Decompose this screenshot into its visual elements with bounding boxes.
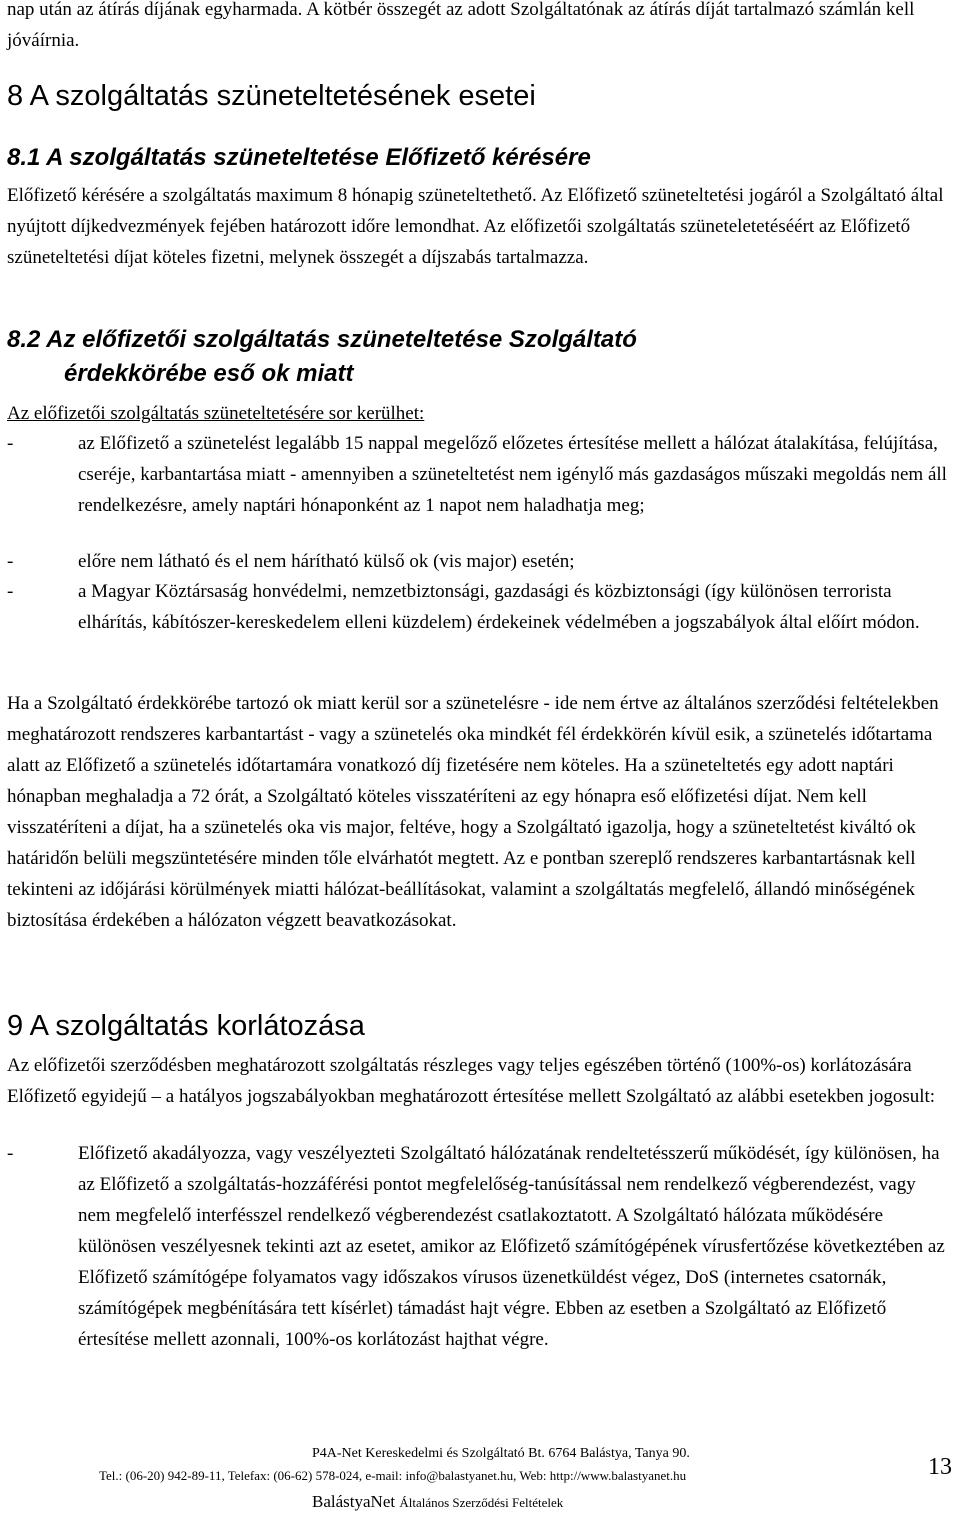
list-dash: - [7,433,14,454]
footer-document-title [312,1492,563,1512]
section-8-heading: 8 A szolgáltatás szüneteltetésének esetei [7,80,536,112]
footer-doc-name: Általános Szerződési Feltételek [399,1495,564,1510]
list-item [7,576,953,638]
list-item [7,1138,953,1355]
list-item-text: Előfizető akadályozza, vagy veszélyezteti Szolgáltató hálózatának rendeltetésszerű működését, így különösen, ha az Előfizető a szolgáltatás-hozzáférési pontot megfelelőség-tanúsítással nem rendelkező végberendezést, vagy nem megfelelő interfésszel rendelkező végberendezést csatlakoztatott. A Szolgáltató hálózata működésére különösen veszélyesnek tekinti azt az esetet, amikor az Előfizető számítógépének vírusfertőzése következtében az Előfizető számítógépe folyamatos vagy időszakos vírusos üzenetküldést végez, DoS (internetes csatornák, számítógépek megbénítására tett kísérlet) támadást hajt végre. Ebben az esetben a Szolgáltató az Előfizető értesítése mellett azonnali, 100%-os korlátozást hajthat végre. [78,1143,945,1350]
footer-company-line: P4A-Net Kereskedelmi és Szolgáltató Bt. 6764 Balástya, Tanya 90. [312,1446,690,1461]
list-item-text: a Magyar Köztársaság honvédelmi, nemzetbiztonsági, gazdasági és közbiztonsági (így különösen terrorista elhárítás, kábítószer-kereskedelem elleni küzdelem) érdekeinek védelmében a jogszabályok által előírt módon. [78,581,920,633]
list-dash: - [7,1143,14,1164]
list-item [7,428,953,521]
section-8-2-heading-line-1: 8.2 Az előfizetői szolgáltatás szüneteltetése Szolgáltató [7,326,637,353]
section-8-2-heading-line-2: érdekkörébe eső ok miatt [64,360,354,387]
section-8-1-heading: 8.1 A szolgáltatás szüneteltetése Előfizető kérésére [7,144,591,171]
paragraph-top: nap után az átírás díjának egyharmada. A kötbér összegét az adott Szolgáltatónak az átírás díját tartalmazó számlán kell jóváírnia. [7,0,915,51]
section-8-1-paragraph: Előfizető kérésére a szolgáltatás maximum 8 hónapig szüneteltethető. Az Előfizető szüneteltetési jogáról a Szolgáltató által nyújtott díjkedvezmények fejében határozott időre lemondhat. Az előfizetői szolgáltatás szüneteletetéséért az Előfizető szüneteltetési díjat köteles fizetni, melynek összegét a díjszabás tartalmazza. [7,185,944,268]
footer-contact-line: Tel.: (06-20) 942-89-11, Telefax: (06-62) 578-024, e-mail: info@balastyanet.hu, Web: http://www.balastyanet.hu [99,1468,687,1483]
page-number: 13 [928,1454,952,1480]
list-item-text: az Előfizető a szünetelést legalább 15 nappal megelőző előzetes értesítése mellett a hálózat átalakítása, felújítása, cseréje, karbantartása miatt - amennyiben a szüneteltetést nem igénylő más gazdaságos műszaki megoldás nem áll rendelkezésre, amely naptári hónaponként az 1 napot nem haladhatja meg; [78,433,947,516]
list-item-text: előre nem látható és el nem hárítható külső ok (vis major) esetén; [78,551,575,572]
section-9-heading: 9 A szolgáltatás korlátozása [7,1010,365,1042]
list-dash: - [7,551,14,572]
list-dash: - [7,581,14,602]
section-8-2-paragraph: Ha a Szolgáltató érdekkörébe tartozó ok miatt kerül sor a szünetelésre - ide nem értve az általános szerződési feltételekben meghatározott rendszeres karbantartást - vagy a szünetelés oka mindkét fél érdekkörén kívül esik, a szünetelés időtartama alatt az Előfizető a szünetelés időtartamára vonatkozó díj fizetésére nem köteles. Ha a szüneteltetés egy adott naptári hónapban meghaladja a 72 órát, a Szolgáltató köteles visszatéríteni az egy hónapra eső előfizetési díjat. Nem kell visszatéríteni a díjat, ha a szünetelés oka vis major, feltéve, hogy a Szolgáltató igazolja, hogy a szüneteltetést kiváltó ok határidőn belüli megszüntetésére minden tőle elvárhatót megtett. Az e pontban szereplő rendszeres karbantartásnak kell tekinteni az időjárási körülmények miatti hálózat-beállításokat, valamint a szolgáltatás megfelelő, állandó minőségének biztosítása érdekében a hálózaton végzett beavatkozásokat. [7,693,939,931]
list-item [7,546,953,577]
section-8-2-intro: Az előfizetői szolgáltatás szüneteltetésére sor kerülhet: [7,403,425,424]
footer-brand: BalástyaNet [312,1492,396,1511]
section-9-intro: Az előfizetői szerződésben meghatározott szolgáltatás részleges vagy teljes egészében történő (100%-os) korlátozására Előfizető egyidejű – a hatályos jogszabályokban meghatározott értesítése mellett Szolgáltató az alábbi esetekben jogosult: [7,1055,936,1107]
